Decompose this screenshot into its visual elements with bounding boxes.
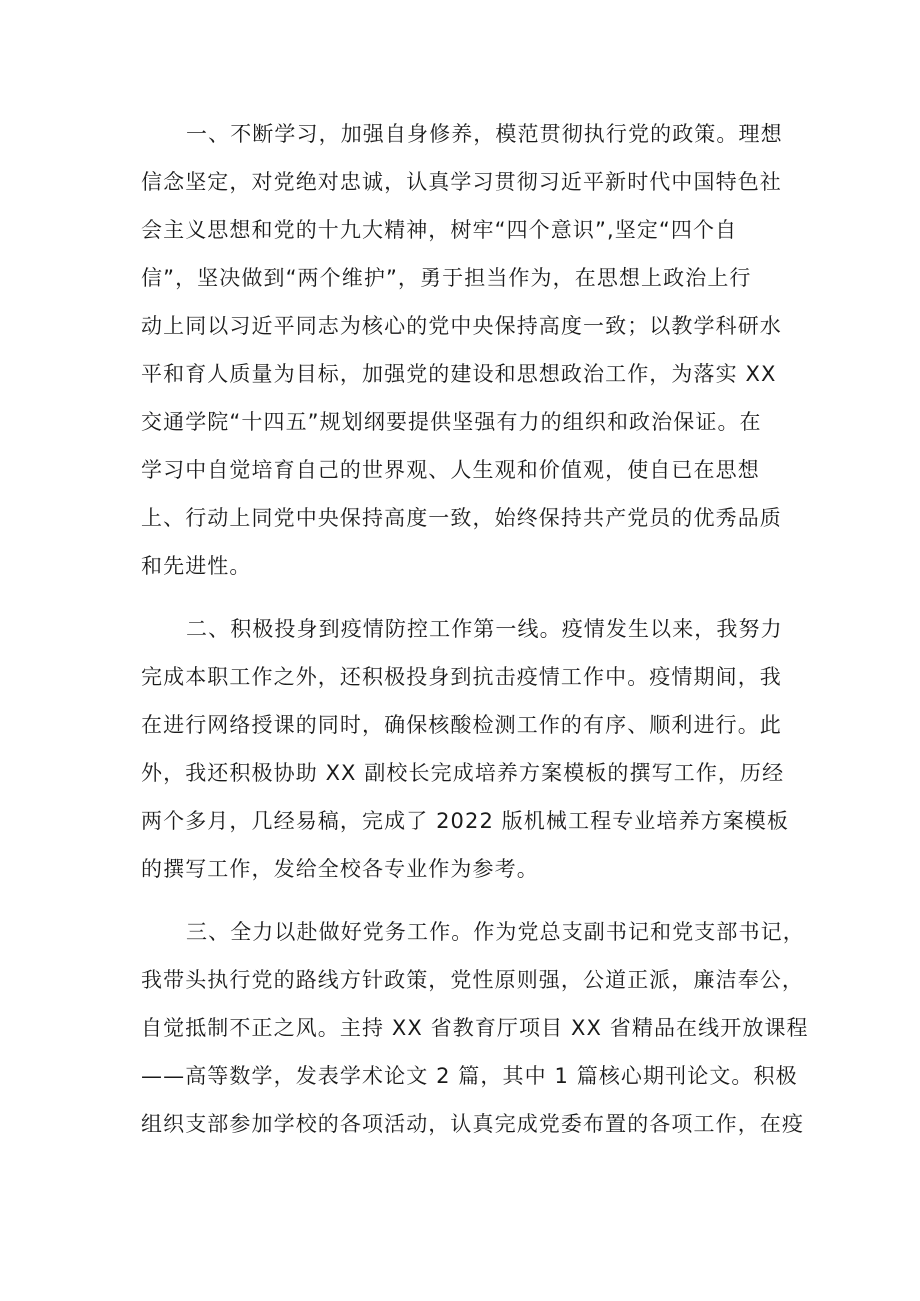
paragraph-1-line: 信”，坚决做到“两个维护”，勇于担当作为，在思想上政治上行 (141, 266, 752, 290)
paragraph-1-line: 学习中自觉培育自己的世界观、人生观和价值观，使自已在思想 (141, 458, 760, 482)
paragraph-1-line: 一、不断学习，加强自身修养，模范贯彻执行党的政策。理想 (186, 122, 783, 146)
paragraph-2-line: 二、积极投身到疫情防控工作第一线。疫情发生以来，我努力 (186, 617, 783, 641)
paragraph-3-line: 组织支部参加学校的各项活动，认真完成党委布置的各项工作，在疫 (141, 1112, 804, 1136)
paragraph-1-line: 信念坚定，对党绝对忠诚，认真学习贯彻习近平新时代中国特色社 (141, 170, 782, 194)
paragraph-3-line: ——高等数学，发表学术论文 2 篇，其中 1 篇核心期刊论文。积极 (141, 1064, 798, 1088)
paragraph-1-line: 平和育人质量为目标，加强党的建设和思想政治工作，为落实 XX (141, 362, 777, 386)
paragraph-1-line: 会主义思想和党的十九大精神，树牢“四个意识”,坚定“四个自 (141, 218, 738, 242)
paragraph-3-line: 我带头执行党的路线方针政策，党性原则强，公道正派，廉洁奉公， (141, 968, 804, 992)
paragraph-2-line: 在进行网络授课的同时，确保核酸检测工作的有序、顺利进行。此 (141, 713, 782, 737)
paragraph-1-line: 和先进性。 (141, 554, 252, 578)
paragraph-2-line: 两个多月，几经易稿，完成了 2022 版机械工程专业培养方案模板 (141, 809, 789, 833)
paragraph-2-line: 外，我还积极协助 XX 副校长完成培养方案模板的撰写工作，历经 (141, 761, 785, 785)
paragraph-1-line: 上、行动上同党中央保持高度一致，始终保持共产党员的优秀品质 (141, 506, 782, 530)
paragraph-2-line: 的撰写工作，发给全校各专业作为参考。 (141, 857, 539, 881)
paragraph-3-line: 三、全力以赴做好党务工作。作为党总支副书记和党支部书记， (186, 920, 805, 944)
paragraph-3-line: 自觉抵制不正之风。主持 XX 省教育厅项目 XX 省精品在线开放课程 (141, 1016, 809, 1040)
paragraph-1-line: 交通学院“十四五”规划纲要提供坚强有力的组织和政治保证。在 (141, 410, 762, 434)
paragraph-2-line: 完成本职工作之外，还积极投身到抗击疫情工作中。疫情期间，我 (141, 665, 782, 689)
paragraph-1-line: 动上同以习近平同志为核心的党中央保持高度一致；以教学科研水 (141, 314, 782, 338)
